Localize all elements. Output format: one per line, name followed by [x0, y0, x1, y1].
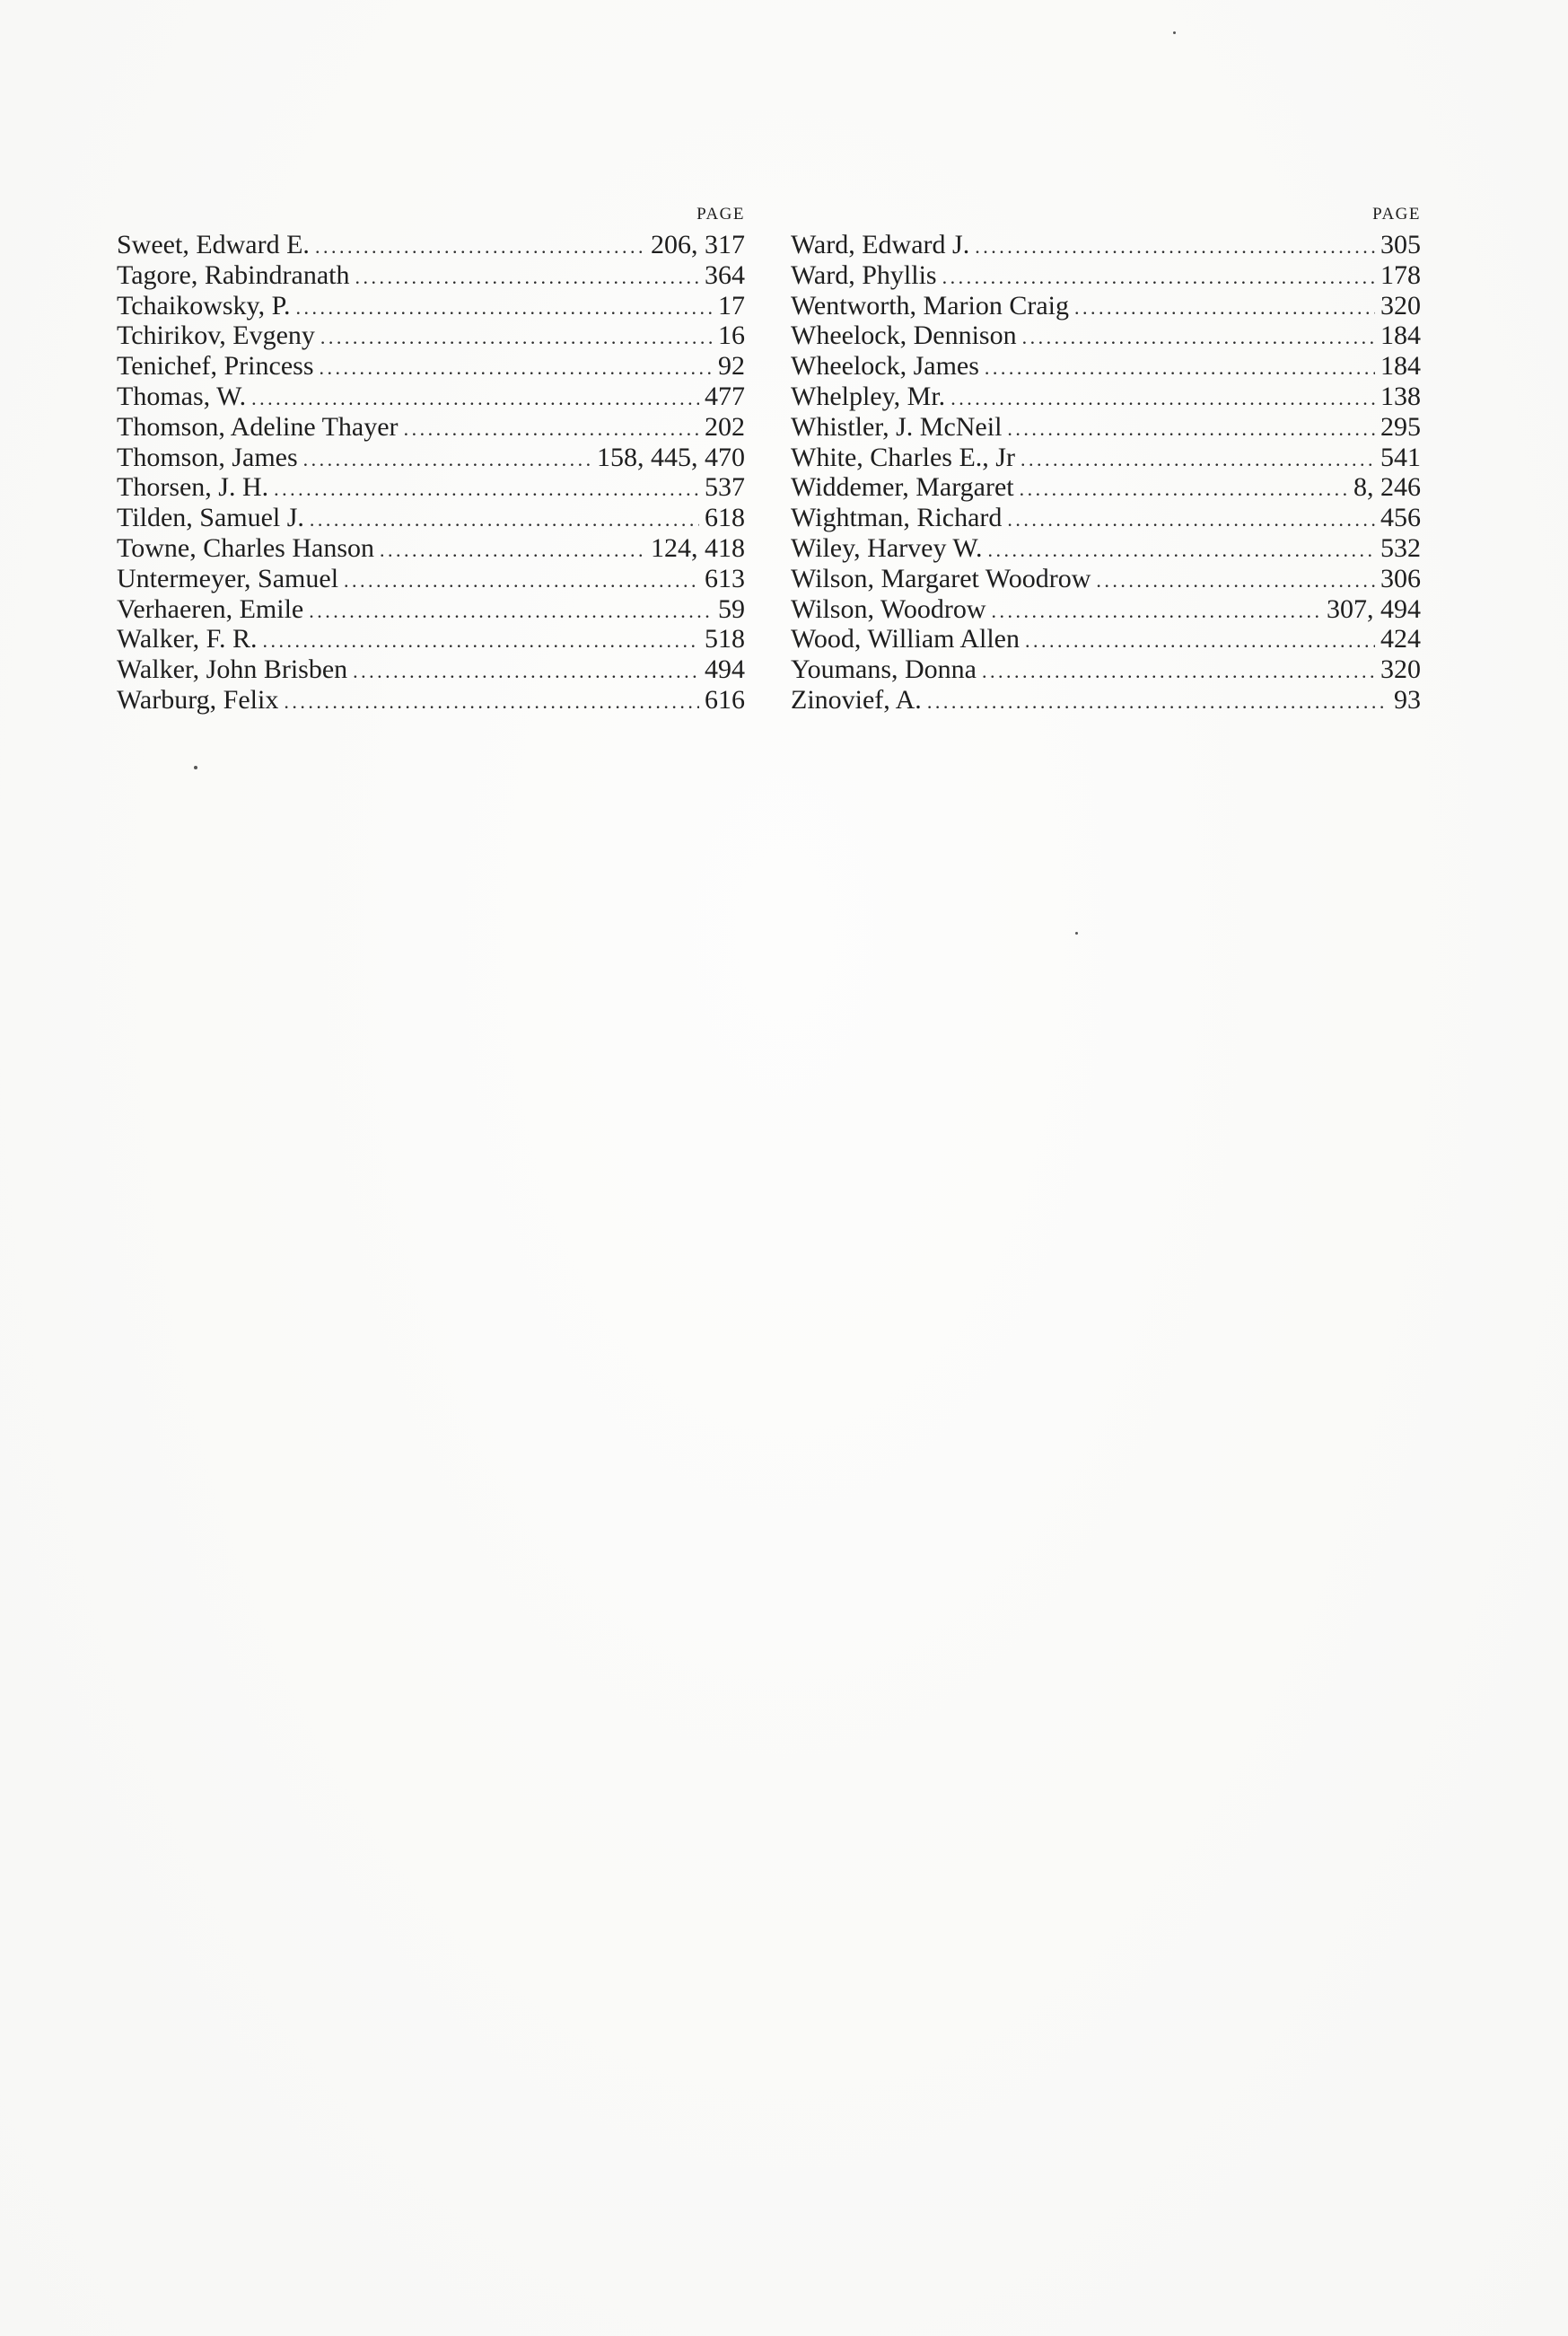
entry-name: Walker, F. R. [117, 624, 258, 654]
dot-leader [1025, 626, 1375, 656]
index-entry [791, 230, 1421, 260]
index-entry [791, 260, 1421, 291]
dot-leader [404, 414, 699, 444]
entry-name: Wightman, Richard [791, 503, 1003, 533]
index-entry [791, 412, 1421, 443]
entry-page-numbers: 178 [1380, 259, 1421, 290]
dot-leader [985, 353, 1375, 383]
index-entry [791, 503, 1421, 533]
index-entry [117, 594, 745, 625]
entry-name: Tchirikov, Evgeny [117, 321, 315, 351]
entry-page-numbers: 305 [1380, 230, 1421, 259]
index-entry [117, 321, 745, 351]
entry-name: Tenichef, Princess [117, 351, 314, 382]
index-entry [117, 533, 745, 564]
dot-leader [1020, 474, 1348, 505]
entry-page-numbers: 616 [705, 684, 745, 715]
dot-leader [303, 444, 591, 475]
entry-page-numbers: 320 [1380, 290, 1421, 321]
index-entry [117, 685, 745, 716]
entry-name: Untermeyer, Samuel [117, 563, 339, 593]
entry-name: Wiley, Harvey W. [791, 532, 983, 563]
entry-page-numbers: 124, 418 [651, 532, 745, 563]
dot-leader [251, 383, 699, 414]
index-entry [117, 382, 745, 412]
entry-name: Walker, John Brisben [117, 654, 348, 685]
entry-page-numbers: 364 [705, 259, 745, 290]
index-entry [117, 291, 745, 321]
entry-name: Zinovief, A. [791, 684, 922, 715]
entry-name: Towne, Charles Hanson [117, 532, 375, 563]
entry-page-numbers: 306 [1380, 563, 1421, 593]
entry-name: Youmans, Donna [791, 654, 977, 685]
entry-page-numbers: 307, 494 [1327, 593, 1421, 624]
entry-page-numbers: 184 [1380, 321, 1421, 351]
index-entry [791, 321, 1421, 351]
entry-page-numbers: 618 [705, 503, 745, 533]
entry-name: Sweet, Edward E. [117, 230, 310, 259]
index-entry [117, 412, 745, 443]
index-entry [791, 533, 1421, 564]
dot-leader [942, 262, 1375, 293]
entry-page-numbers: 320 [1380, 654, 1421, 685]
paper-speck [1173, 31, 1176, 34]
dot-leader [982, 656, 1375, 687]
dot-leader [310, 505, 699, 535]
page-column-header: PAGE [696, 205, 745, 224]
entry-name: Wilson, Woodrow [791, 593, 986, 624]
entry-name: Tilden, Samuel J. [117, 503, 304, 533]
entry-name: Whelpley, Mr. [791, 381, 946, 411]
entry-page-numbers: 138 [1380, 381, 1421, 411]
dot-leader [353, 656, 699, 687]
index-entry [117, 564, 745, 594]
dot-leader [1074, 293, 1375, 323]
dot-leader [1096, 566, 1375, 596]
dot-leader [284, 687, 699, 717]
index-entry [117, 503, 745, 533]
dot-leader [1022, 322, 1375, 353]
dot-leader [315, 232, 645, 262]
entry-page-numbers: 16 [718, 321, 745, 351]
dot-leader [320, 322, 713, 353]
entry-name: Wilson, Margaret Woodrow [791, 563, 1091, 593]
dot-leader [380, 535, 645, 566]
index-entry [117, 230, 745, 260]
dot-leader [975, 232, 1375, 262]
entry-name: Ward, Phyllis [791, 259, 937, 290]
entry-page-numbers: 456 [1380, 503, 1421, 533]
dot-leader [1007, 414, 1375, 444]
dot-leader [344, 566, 699, 596]
index-entry [117, 260, 745, 291]
dot-leader [987, 535, 1375, 566]
entry-name: Thorsen, J. H. [117, 472, 269, 503]
entry-name: Warburg, Felix [117, 684, 279, 715]
index-entry [117, 624, 745, 654]
entry-page-numbers: 295 [1380, 411, 1421, 442]
entry-page-numbers: 17 [718, 290, 745, 321]
entry-page-numbers: 202 [705, 411, 745, 442]
entry-page-numbers: 8, 246 [1353, 472, 1421, 503]
entry-name: Whistler, J. McNeil [791, 411, 1003, 442]
entry-name: Thomson, James [117, 442, 298, 472]
entry-name: Wood, William Allen [791, 624, 1020, 654]
index-entry [117, 443, 745, 473]
entry-page-numbers: 532 [1380, 532, 1421, 563]
paper-speck [194, 766, 197, 769]
index-entry [791, 685, 1421, 716]
entry-name: Ward, Edward J. [791, 230, 970, 259]
entry-page-numbers: 494 [705, 654, 745, 685]
entry-name: Thomson, Adeline Thayer [117, 411, 399, 442]
entry-name: Verhaeren, Emile [117, 593, 304, 624]
entry-name: Thomas, W. [117, 381, 247, 411]
dot-leader [295, 293, 713, 323]
index-column-right [791, 199, 1421, 716]
index-entry-list [791, 230, 1421, 716]
entry-name: Tchaikowsky, P. [117, 290, 291, 321]
index-entry [791, 472, 1421, 503]
entry-page-numbers: 424 [1380, 624, 1421, 654]
entry-page-numbers: 206, 317 [651, 230, 745, 259]
entry-name: Tagore, Rabindranath [117, 259, 350, 290]
index-entry [117, 472, 745, 503]
entry-page-numbers: 541 [1380, 442, 1421, 472]
dot-leader [1021, 444, 1375, 475]
entry-page-numbers: 59 [718, 593, 745, 624]
dot-leader [1007, 505, 1375, 535]
index-column-left [117, 199, 745, 716]
index-entry [791, 443, 1421, 473]
entry-page-numbers: 184 [1380, 351, 1421, 382]
entry-page-numbers: 92 [718, 351, 745, 382]
entry-name: Wheelock, James [791, 351, 979, 382]
paper-speck [1075, 932, 1078, 935]
entry-name: White, Charles E., Jr [791, 442, 1015, 472]
entry-page-numbers: 518 [705, 624, 745, 654]
dot-leader [992, 596, 1322, 627]
dot-leader [320, 353, 714, 383]
index-entry [791, 291, 1421, 321]
index-entry [791, 351, 1421, 382]
index-entry [117, 654, 745, 685]
index-entry [791, 382, 1421, 412]
dot-leader [262, 626, 699, 656]
index-entry [791, 564, 1421, 594]
entry-page-numbers: 93 [1394, 684, 1421, 715]
dot-leader [950, 383, 1375, 414]
index-entry [117, 351, 745, 382]
index-entry [791, 654, 1421, 685]
dot-leader [355, 262, 699, 293]
dot-leader [309, 596, 713, 627]
entry-name: Wheelock, Dennison [791, 321, 1017, 351]
page-column-header: PAGE [1372, 205, 1421, 224]
entry-name: Wentworth, Marion Craig [791, 290, 1070, 321]
index-entry-list [117, 230, 745, 716]
entry-page-numbers: 477 [705, 381, 745, 411]
index-entry [791, 624, 1421, 654]
entry-page-numbers: 613 [705, 563, 745, 593]
dot-leader [927, 687, 1388, 717]
index-entry [791, 594, 1421, 625]
entry-page-numbers: 537 [705, 472, 745, 503]
entry-name: Widdemer, Margaret [791, 472, 1014, 503]
dot-leader [274, 474, 699, 505]
entry-page-numbers: 158, 445, 470 [597, 442, 745, 472]
